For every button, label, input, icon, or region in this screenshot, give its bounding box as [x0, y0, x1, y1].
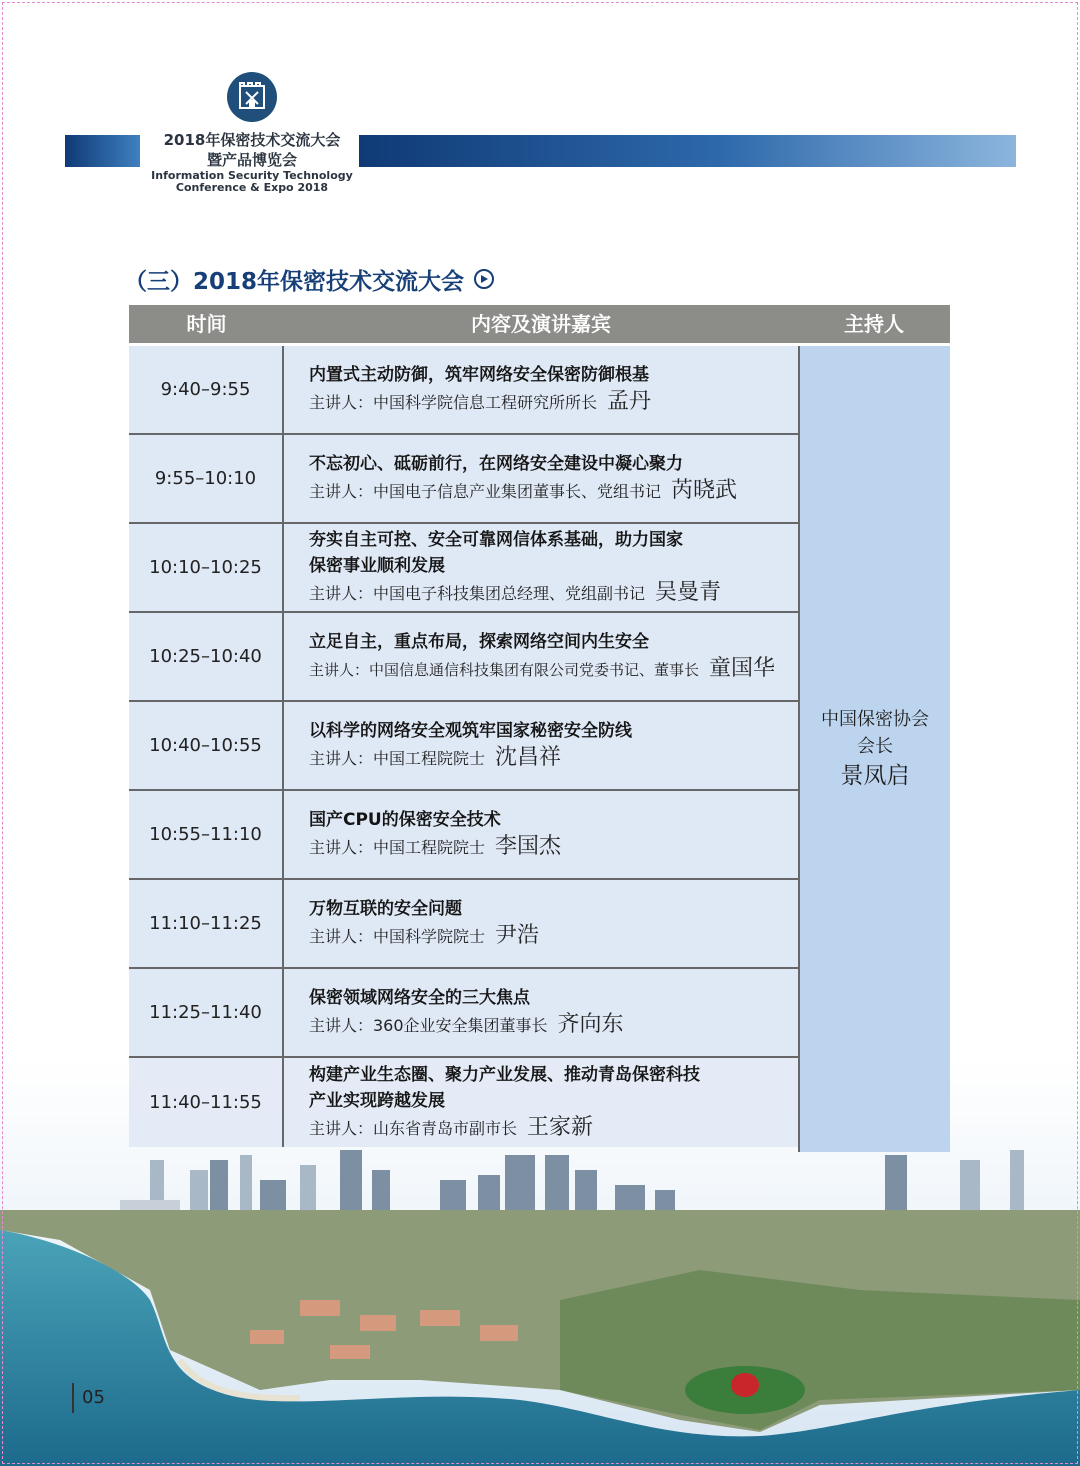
table-row: [129, 435, 798, 524]
row-time: 10:10–10:25: [129, 524, 284, 611]
speaker-name: 李国杰: [495, 834, 562, 859]
host-organization: 中国保密协会: [821, 709, 929, 730]
speaker-name: 齐向东: [557, 1012, 624, 1037]
row-topic: 夯实自主可控、安全可靠网信体系基础，助力国家: [309, 530, 683, 550]
row-topic: 保密领域网络安全的三大焦点: [309, 988, 530, 1008]
row-topic: 内置式主动防御，筑牢网络安全保密防御根基: [309, 365, 649, 385]
table-row: [129, 880, 798, 969]
speaker-title: 主讲人：360企业安全集团董事长: [309, 1016, 548, 1035]
speaker-title: 主讲人：中国科学院院士: [309, 927, 486, 946]
row-topic: 国产CPU的保密安全技术: [309, 810, 501, 830]
table-row: [129, 1058, 798, 1147]
speaker-name: 尹浩: [495, 923, 540, 948]
table-row: [129, 969, 798, 1058]
row-topic-line2: 产业实现跨越发展: [309, 1091, 445, 1111]
host-cell: [798, 346, 950, 1152]
brand-title-en-1: Information Security Technology: [151, 169, 353, 182]
row-topic: 以科学的网络安全观筑牢国家秘密安全防线: [309, 721, 632, 741]
speaker-title: 主讲人：中国电子信息产业集团董事长、党组书记: [309, 482, 662, 501]
header-host: 主持人: [844, 312, 904, 336]
row-topic: 立足自主，重点布局，探索网络空间内生安全: [309, 632, 649, 652]
row-content: [309, 702, 790, 789]
brand-title-en-2: Conference & Expo 2018: [175, 181, 329, 194]
row-speaker: [309, 1114, 790, 1143]
row-time: 9:55–10:10: [129, 435, 284, 522]
row-content: [309, 791, 790, 878]
row-content: [309, 346, 790, 433]
row-speaker: [309, 388, 790, 417]
row-speaker: [309, 1011, 790, 1040]
table-body: [129, 346, 798, 1147]
speaker-title: 主讲人：中国电子科技集团总经理、党组副书记: [309, 584, 646, 603]
row-speaker: [309, 744, 790, 773]
table-row: [129, 791, 798, 880]
row-content: [309, 969, 790, 1056]
brand-title-cn-1: 2018年保密技术交流大会: [163, 131, 341, 149]
row-topic: 构建产业生态圈、聚力产业发展、推动青岛保密科技: [309, 1065, 700, 1085]
row-speaker: [309, 655, 790, 684]
table-header: [129, 305, 950, 343]
page-number: 05: [72, 1383, 105, 1413]
row-topic: 万物互联的安全问题: [309, 899, 462, 919]
row-content: [309, 1058, 790, 1147]
speaker-name: 王家新: [527, 1115, 594, 1140]
row-topic: 不忘初心、砥砺前行，在网络安全建设中凝心聚力: [309, 454, 683, 474]
brand-title-cn-2: 暨产品博览会: [206, 151, 297, 169]
row-time: 10:25–10:40: [129, 613, 284, 700]
row-time: 10:55–11:10: [129, 791, 284, 878]
row-topic-line2: 保密事业顺利发展: [309, 556, 445, 576]
row-time: 11:40–11:55: [129, 1058, 284, 1147]
table-row: [129, 702, 798, 791]
row-content: [309, 435, 790, 522]
row-content: [309, 613, 790, 700]
table-row: [129, 613, 798, 702]
row-speaker: [309, 833, 790, 862]
row-speaker: [309, 579, 790, 608]
row-speaker: [309, 922, 790, 951]
table-row: [129, 346, 798, 435]
section-title: （三）2018年保密技术交流大会: [124, 268, 465, 295]
row-content: [309, 880, 790, 967]
speaker-name: 童国华: [709, 656, 776, 681]
row-time: 11:25–11:40: [129, 969, 284, 1056]
table-row: [129, 524, 798, 613]
speaker-title: 主讲人：山东省青岛市副市长: [309, 1119, 518, 1138]
header-time: 时间: [186, 312, 227, 336]
row-content: [309, 524, 790, 611]
row-time: 9:40–9:55: [129, 346, 284, 433]
speaker-name: 芮晓武: [671, 478, 738, 503]
host-title: 会长: [857, 736, 893, 757]
speaker-name: 沈昌祥: [495, 745, 562, 770]
row-time: 10:40–10:55: [129, 702, 284, 789]
row-time: 11:10–11:25: [129, 880, 284, 967]
host-name: 景凤启: [840, 763, 910, 789]
speaker-title: 主讲人：中国工程院院士: [309, 749, 486, 768]
speaker-name: 吴曼青: [655, 580, 722, 605]
speaker-title: 主讲人：中国工程院院士: [309, 838, 486, 857]
speaker-name: 孟丹: [607, 389, 652, 414]
row-speaker: [309, 477, 790, 506]
speaker-title: 主讲人：中国信息通信科技集团有限公司党委书记、董事长: [309, 661, 700, 679]
speaker-title: 主讲人：中国科学院信息工程研究所所长: [309, 393, 598, 412]
header-content: 内容及演讲嘉宾: [471, 312, 611, 336]
